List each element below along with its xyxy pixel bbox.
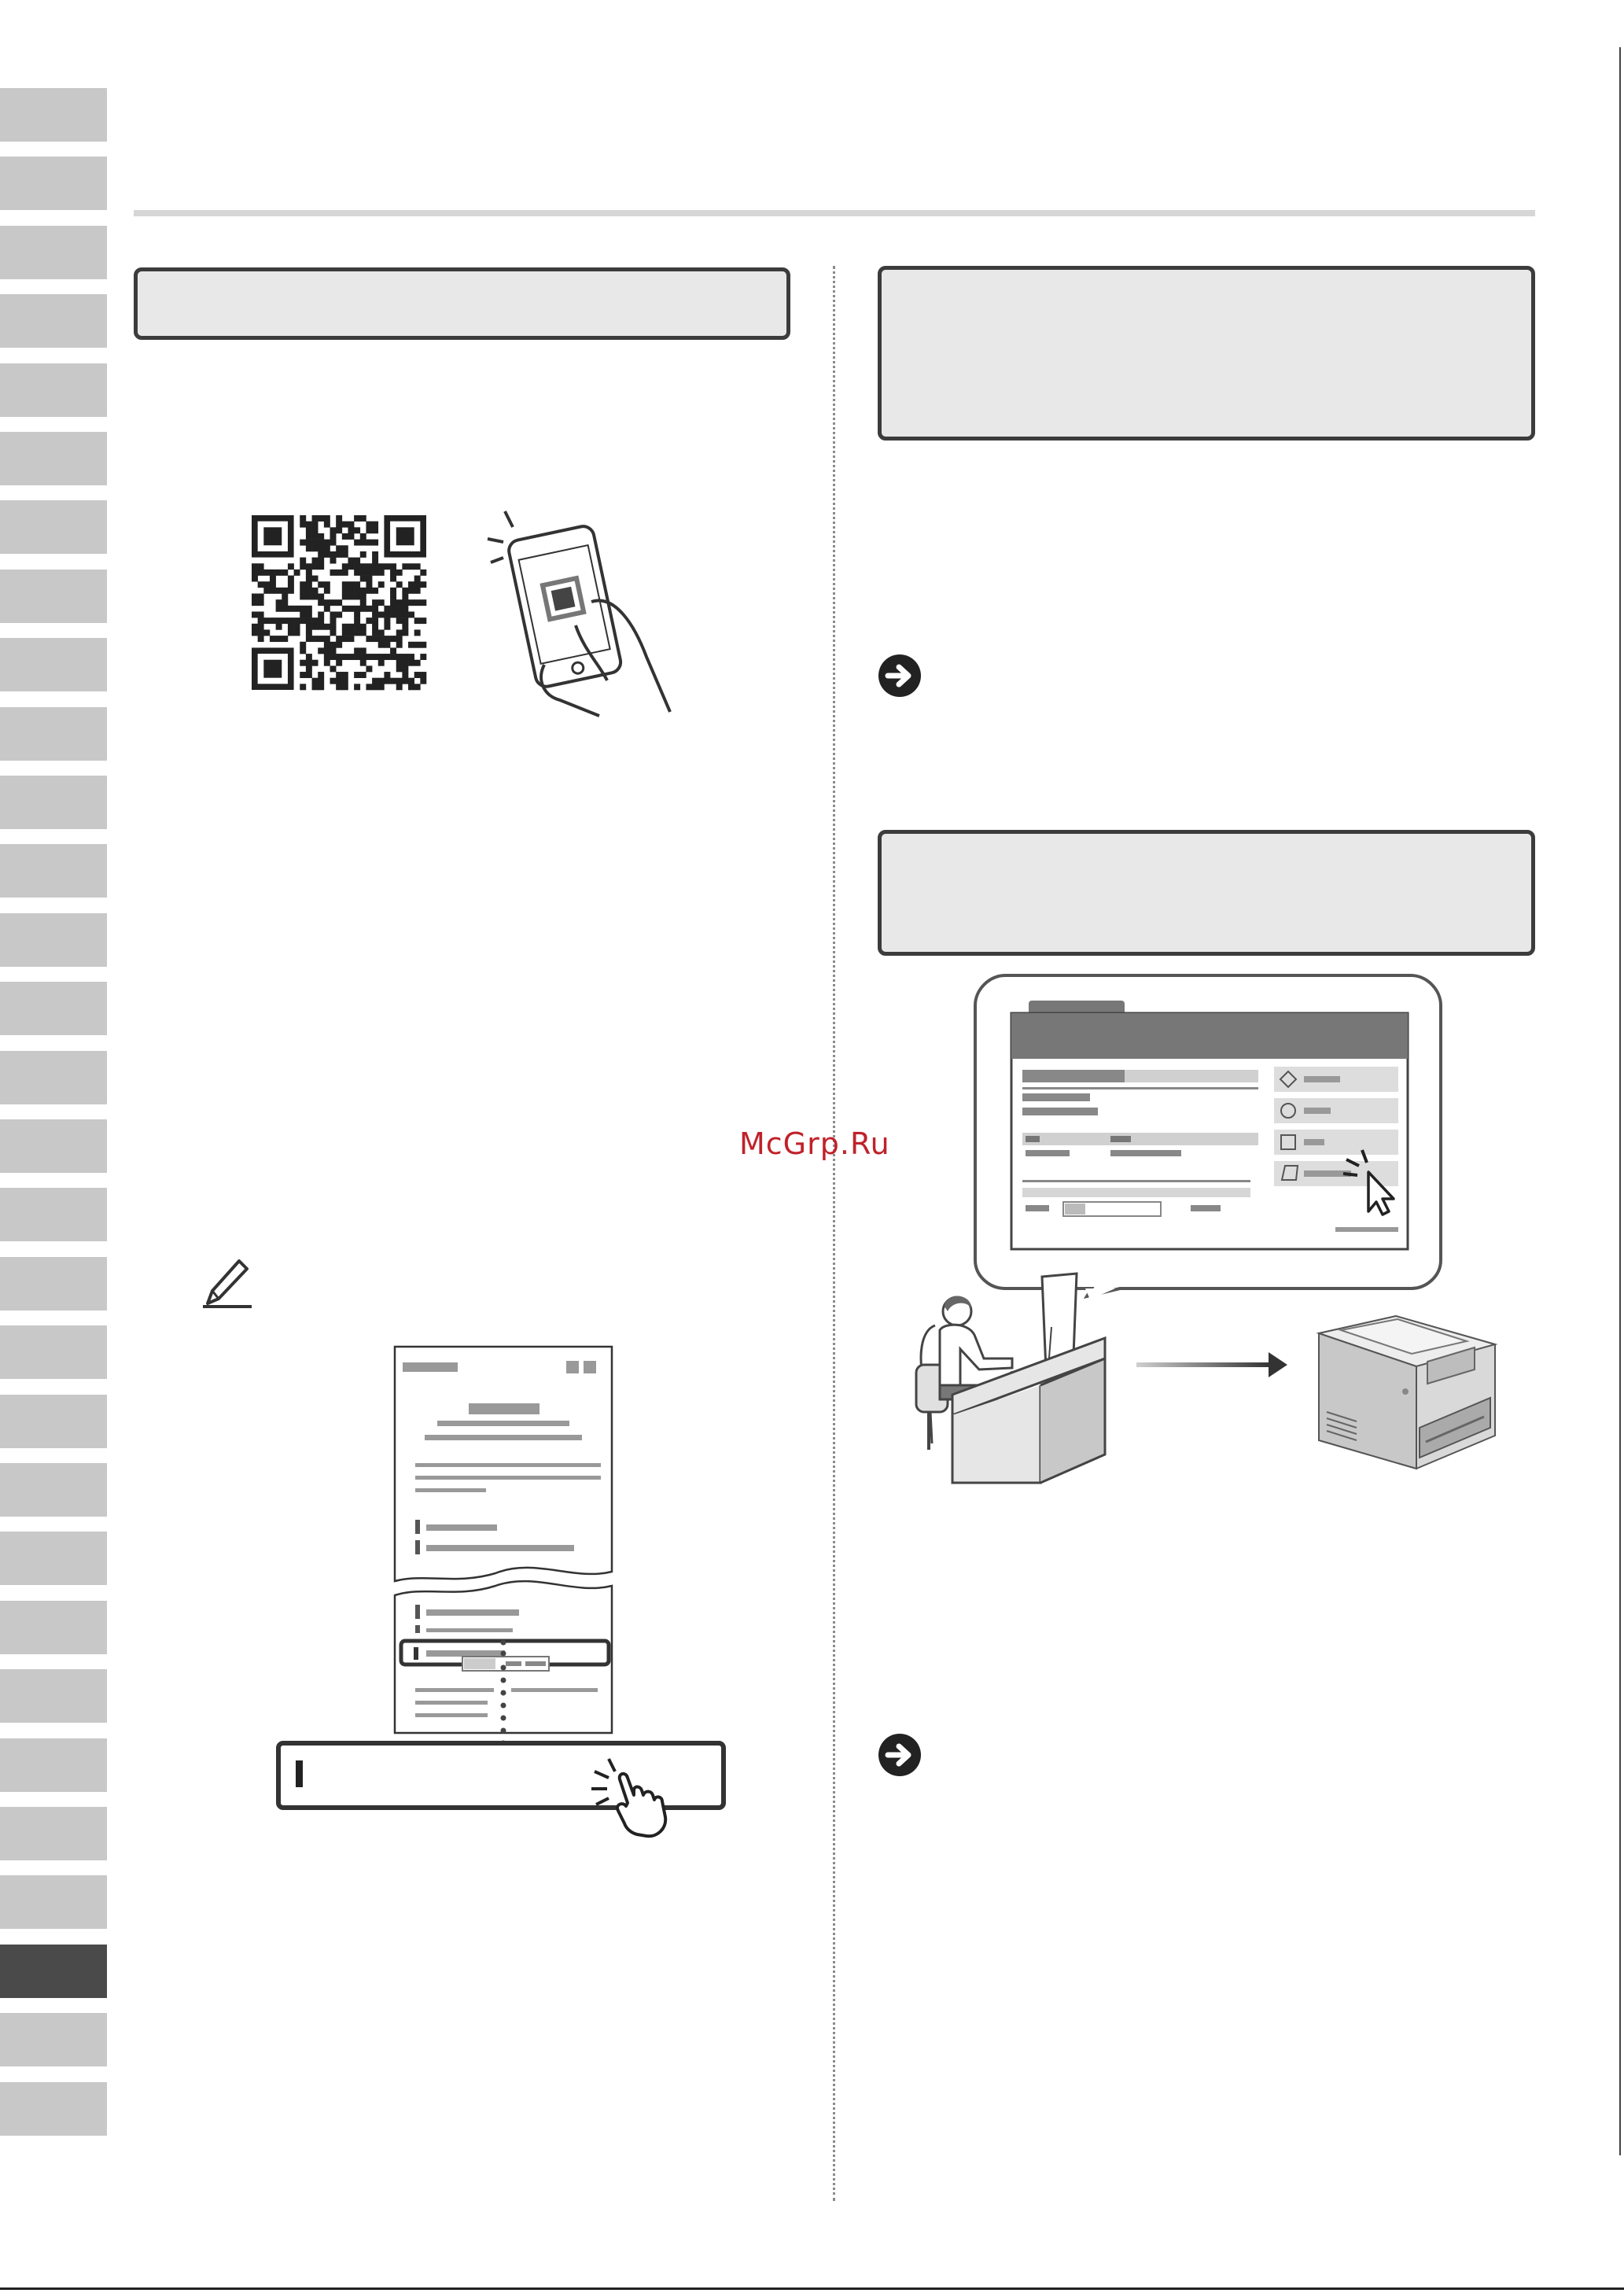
chapter-tab: [0, 2013, 107, 2066]
footer-rule: [0, 2287, 1624, 2290]
chapter-tab: [0, 1188, 107, 1241]
chapter-tab: [0, 1875, 107, 1929]
header-rule: [134, 210, 1535, 216]
mouse-cursor-icon: [1343, 1150, 1398, 1213]
right-section-header-box-2: [878, 830, 1535, 956]
chapter-tab: [0, 226, 107, 279]
chapter-tab: [0, 500, 107, 554]
chapter-tab: [0, 294, 107, 348]
printer-icon: [1309, 1310, 1498, 1475]
right-section-header-box: [878, 266, 1535, 441]
column-divider: [833, 266, 835, 2201]
chapter-tab: [0, 157, 107, 210]
chapter-tab: [0, 88, 107, 142]
qr-code-icon: [252, 515, 426, 690]
arrow-right-circle-icon: [877, 653, 922, 699]
chapter-tab: [0, 1257, 107, 1311]
chapter-tab: [0, 913, 107, 967]
chapter-tab: [0, 363, 107, 417]
chapter-tab: [0, 2082, 107, 2136]
page-edge-line: [1619, 47, 1621, 2155]
chapter-tab: [0, 432, 107, 485]
chapter-tab: [0, 1807, 107, 1860]
pencil-note-icon: [200, 1255, 256, 1311]
chapter-tab: [0, 776, 107, 829]
chapter-tab: [0, 1601, 107, 1654]
chapter-tab: [0, 570, 107, 623]
chapter-tab: [0, 844, 107, 898]
chapter-tab: [0, 1051, 107, 1104]
chapter-tab: [0, 707, 107, 761]
user-at-computer-icon: [908, 1270, 1125, 1487]
left-section-header-box: [134, 267, 790, 340]
phone-scan-icon: [481, 507, 686, 720]
chapter-tab: [0, 1119, 107, 1173]
chapter-tab: [0, 1395, 107, 1448]
remote-ui-browser-icon: [974, 974, 1442, 1304]
chapter-tab: [0, 1532, 107, 1585]
hand-pointer-icon: [590, 1756, 676, 1842]
chapter-tab: [0, 1463, 107, 1517]
chapter-tab: [0, 982, 107, 1035]
chapter-tab: [0, 1325, 107, 1379]
chapter-tab: [0, 1669, 107, 1723]
chapter-tab: [0, 1738, 107, 1792]
arrow-right-circle-icon-2: [877, 1732, 922, 1778]
send-arrow-icon: [1136, 1349, 1290, 1381]
chapter-tab: [0, 638, 107, 691]
chapter-tab: [0, 1945, 107, 1998]
watermark-text: McGrp.Ru: [739, 1126, 890, 1161]
